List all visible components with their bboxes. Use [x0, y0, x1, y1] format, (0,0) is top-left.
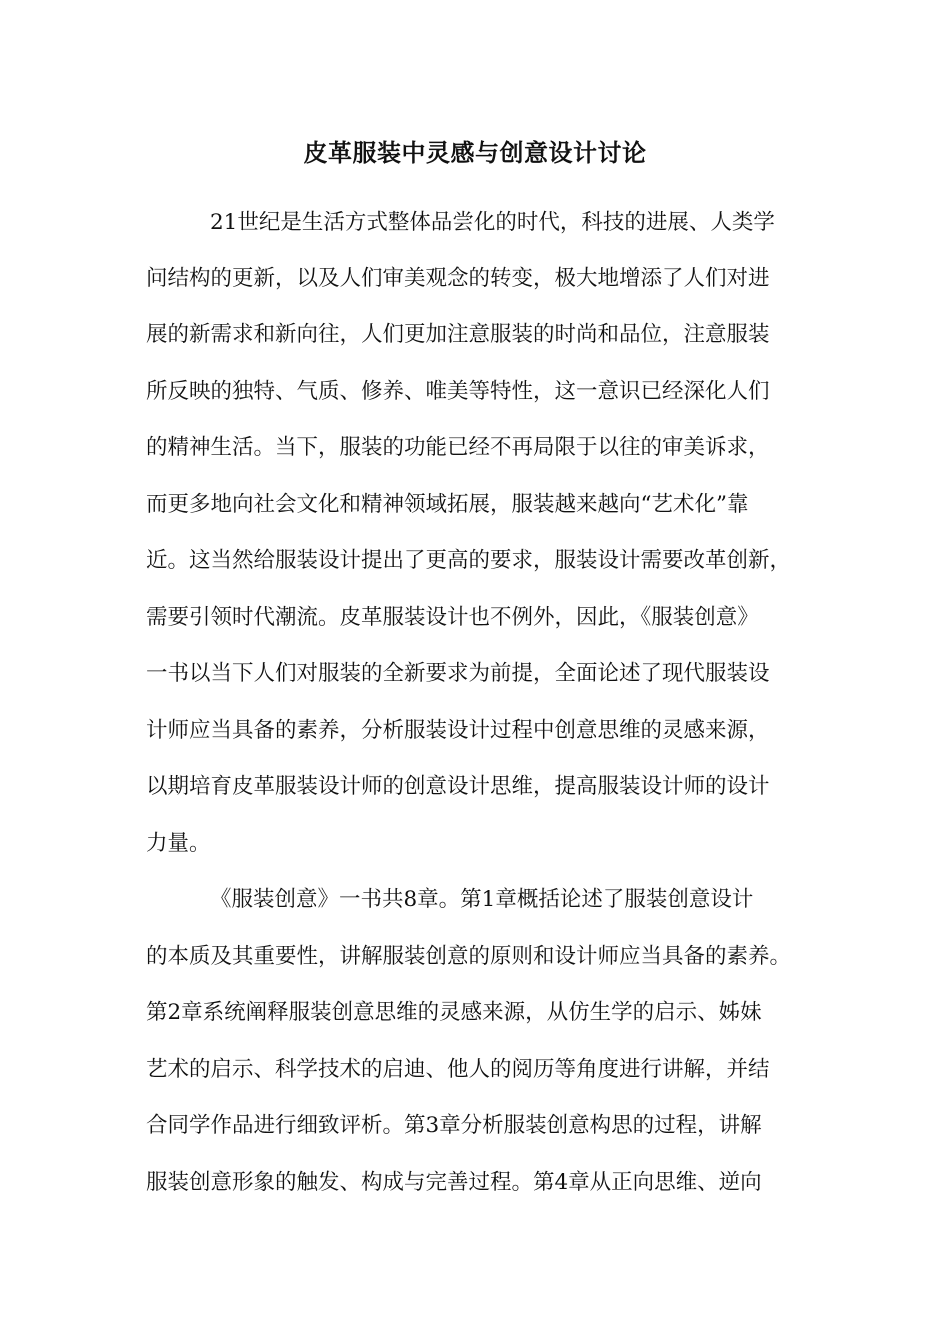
paragraph-1-line-3: 展的新需求和新向往，人们更加注意服装的时尚和品位，注意服装 — [146, 322, 770, 347]
paragraph-1-line-8: 需要引领时代潮流。皮革服装设计也不例外，因此，《服装创意》 — [146, 605, 759, 630]
paragraph-2-line-1: 《服装创意》一书共8章。第1章概括论述了服装创意设计 — [210, 887, 754, 912]
paragraph-2-line-4: 艺术的启示、科学技术的启迪、他人的阅历等角度进行讲解，并结 — [146, 1057, 770, 1082]
paragraph-1-line-1: 21世纪是生活方式整体品尝化的时代，科技的进展、人类学 — [210, 210, 775, 235]
paragraph-1-line-5: 的精神生活。当下，服装的功能已经不再局限于以往的审美诉求， — [146, 435, 770, 460]
paragraph-2-line-5: 合同学作品进行细致评析。第3章分析服装创意构思的过程，讲解 — [146, 1113, 762, 1138]
paragraph-1-line-11: 以期培育皮革服装设计师的创意设计思维，提高服装设计师的设计 — [146, 774, 770, 799]
paragraph-1-line-10: 计师应当具备的素养，分析服装设计过程中创意思维的灵感来源， — [146, 718, 770, 743]
paragraph-1-line-12: 力量。 — [146, 831, 211, 856]
paragraph-1-line-9: 一书以当下人们对服装的全新要求为前提，全面论述了现代服装设 — [146, 661, 770, 686]
paragraph-2-line-2: 的本质及其重要性，讲解服装创意的原则和设计师应当具备的素养。 — [146, 944, 792, 969]
document-title: 皮革服装中灵感与创意设计讨论 — [303, 139, 647, 167]
paragraph-1-line-7: 近。这当然给服装设计提出了更高的要求，服装设计需要改革创新， — [146, 548, 792, 573]
paragraph-2-line-6: 服装创意形象的触发、构成与完善过程。第4章从正向思维、逆向 — [146, 1170, 762, 1195]
paragraph-2-line-3: 第2章系统阐释服装创意思维的灵感来源，从仿生学的启示、姊妹 — [146, 1000, 762, 1025]
paragraph-1-line-6: 而更多地向社会文化和精神领域拓展，服装越来越向“艺术化”靠 — [146, 492, 749, 517]
paragraph-1-line-4: 所反映的独特、气质、修养、唯美等特性，这一意识已经深化人们 — [146, 379, 770, 404]
paragraph-1-line-2: 问结构的更新，以及人们审美观念的转变，极大地增添了人们对进 — [146, 266, 770, 291]
